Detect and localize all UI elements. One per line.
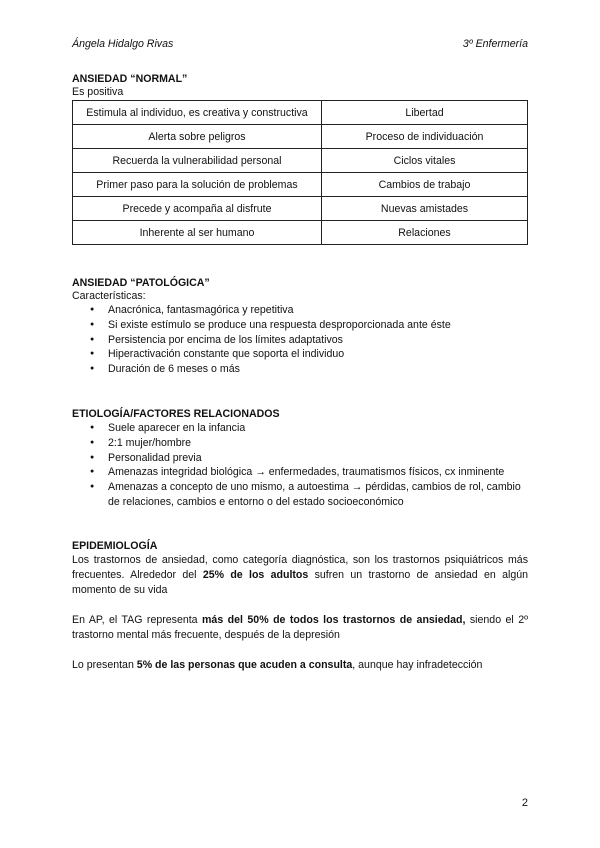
text: En AP, el TAG representa [72,614,203,626]
table-row [73,101,528,125]
table-cell: Ciclos vitales [322,149,528,173]
section-epidemiologia [72,540,528,673]
table-row [73,125,528,149]
section-ansiedad-normal [72,73,528,245]
list-item: ● Duración de 6 meses o más [108,362,528,377]
text: siendo el 2º trastorno mental más frecuente, después de la depresión [72,614,528,641]
table-cell: Libertad [322,101,528,125]
epidemiologia-paragraph-3 [72,658,528,673]
text: Lo presentan [72,659,137,671]
bold-text: 25% de los adultos [202,569,309,581]
list-item: ● Suele aparecer en la infancia [108,421,528,436]
list-item: ● Personalidad previa [108,451,528,466]
list-item: ● Amenazas a concepto de uno mismo, a autoestima → pérdidas, cambios de rol, cambio de relaciones, cambios e entorno o del estado socioeconómico [108,480,528,510]
normal-table [72,100,528,245]
table-cell: Precede y acompaña al disfrute [73,197,322,221]
text: Los trastornos de ansiedad, como categoría diagnóstica, son los trastornos psiquiátricos más frecuentes. Alrededor del [72,554,528,581]
section-etiologia [72,408,528,510]
text: sufren un trastorno de ansiedad en algún momento de su vida [72,569,529,596]
bold-text: más del 50% de todos los trastornos de ansiedad, [202,614,466,626]
bold-text: 5% de las personas que acuden a consulta [136,659,353,671]
section-title: EPIDEMIOLOGÍA [72,540,158,552]
section-title: ANSIEDAD “PATOLÓGICA” [72,277,210,289]
header-course: 3º Enfermería [462,38,528,50]
table-cell: Alerta sobre peligros [73,125,322,149]
list-item: ● Si existe estímulo se produce una respuesta desproporcionada ante éste [108,318,528,333]
section-title: ETIOLOGÍA/FACTORES RELACIONADOS [72,408,280,420]
header-author: Ángela Hidalgo Rivas [72,38,174,50]
page-number: 2 [521,797,528,809]
table-cell: Inherente al ser humano [73,221,322,245]
patologica-list [72,303,528,377]
list-item: ● Persistencia por encima de los límites adaptativos [108,333,528,348]
table-cell: Nuevas amistades [322,197,528,221]
table-cell: Primer paso para la solución de problemas [73,173,322,197]
table-row [73,173,528,197]
list-item: ● 2:1 mujer/hombre [108,436,528,451]
list-item: ● Anacrónica, fantasmagórica y repetitiva [108,303,528,318]
table-row [73,149,528,173]
table-row [73,197,528,221]
table-cell: Proceso de individuación [322,125,528,149]
section-ansiedad-patologica [72,277,528,377]
section-subtitle: Características: [72,290,146,302]
table-row [73,221,528,245]
table-cell: Cambios de trabajo [322,173,528,197]
table-cell: Relaciones [322,221,528,245]
table-cell: Estimula al individuo, es creativa y constructiva [73,101,322,125]
list-item: ● Amenazas integridad biológica → enfermedades, traumatismos físicos, cx inminente [108,465,528,480]
list-item: ● Hiperactivación constante que soporta el individuo [108,347,528,362]
table-cell: Recuerda la vulnerabilidad personal [73,149,322,173]
section-title: ANSIEDAD “NORMAL” [72,73,188,85]
etiologia-list [72,421,528,510]
text: , aunque hay infradetección [352,659,483,671]
section-subtitle: Es positiva [72,86,124,98]
epidemiologia-paragraph-2 [72,613,528,643]
epidemiologia-paragraph-1 [72,553,528,598]
